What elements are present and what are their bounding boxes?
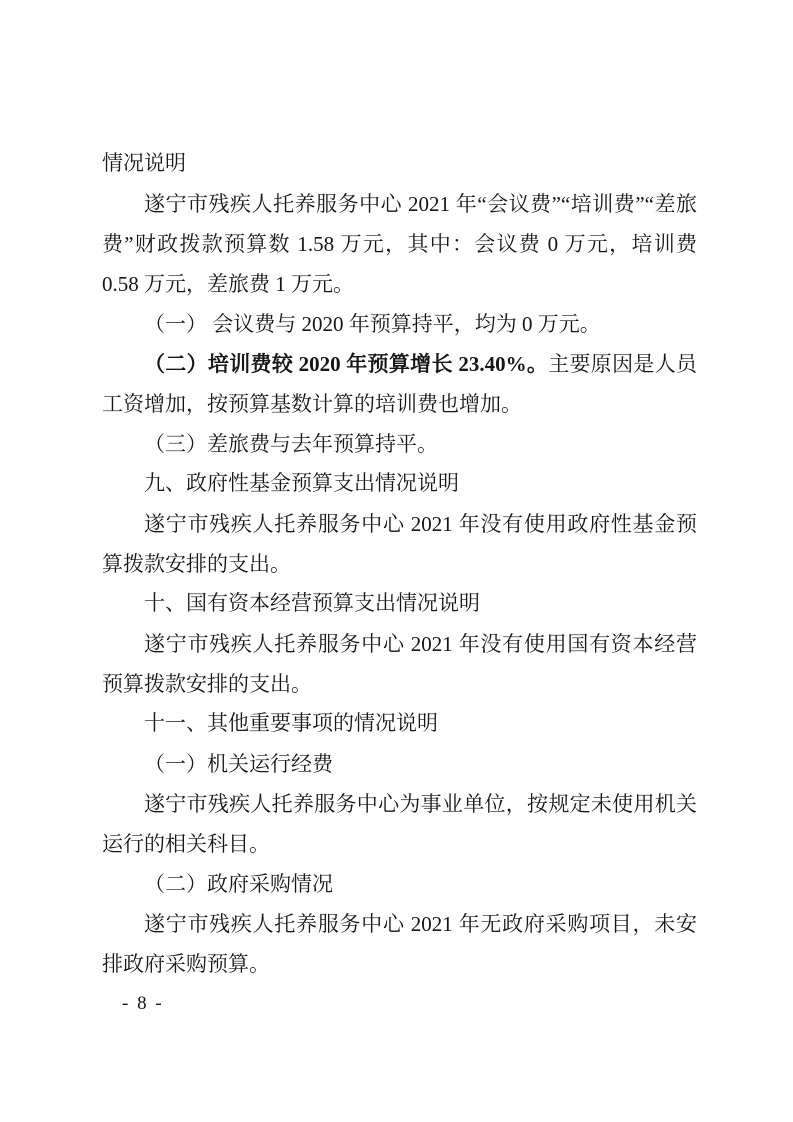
section-heading-continuation: 情况说明 (102, 152, 186, 175)
heading-section-11: 十一、其他重要事项的情况说明 (144, 712, 438, 735)
paragraph-agency-operating-costs: 遂宁市残疾人托养服务中心为事业单位，按规定未使用机关运行的相关科目。 (102, 792, 697, 856)
item-training-fee-reason: 主要原因是人员工资增加，按预算基数计算的培训费也增加。 (102, 352, 698, 416)
paragraph-three-public-summary: 遂宁市残疾人托养服务中心 2021 年“会议费”“培训费”“差旅费”财政拨款预算数 1.58 万元，其中：会议费 0 万元，培训费 0.58 万元，差旅费 1 万元。 (102, 192, 697, 296)
item-meeting-fee: （一） 会议费与 2020 年预算持平，均为 0 万元。 (144, 312, 601, 336)
page-number: - 8 - (122, 993, 164, 1014)
item-travel-fee: （三）差旅费与去年预算持平。 (144, 432, 438, 456)
paragraph-government-procurement: 遂宁市残疾人托养服务中心 2021 年无政府采购项目，未安排政府采购预算。 (102, 912, 697, 976)
heading-section-10: 十、国有资本经营预算支出情况说明 (144, 592, 480, 615)
subheading-government-procurement: （二）政府采购情况 (144, 872, 333, 896)
item-training-fee-lead: （二）培训费较 2020 年预算增长 23.40%。 (144, 352, 549, 376)
heading-section-9: 九、政府性基金预算支出情况说明 (144, 472, 459, 495)
paragraph-section-10: 遂宁市残疾人托养服务中心 2021 年没有使用国有资本经营预算拨款安排的支出。 (102, 632, 697, 696)
paragraph-section-9: 遂宁市残疾人托养服务中心 2021 年没有使用政府性基金预算拨款安排的支出。 (102, 512, 697, 576)
subheading-agency-operating-costs: （一）机关运行经费 (144, 752, 333, 776)
item-training-fee (102, 344, 697, 424)
document-body (102, 144, 697, 984)
